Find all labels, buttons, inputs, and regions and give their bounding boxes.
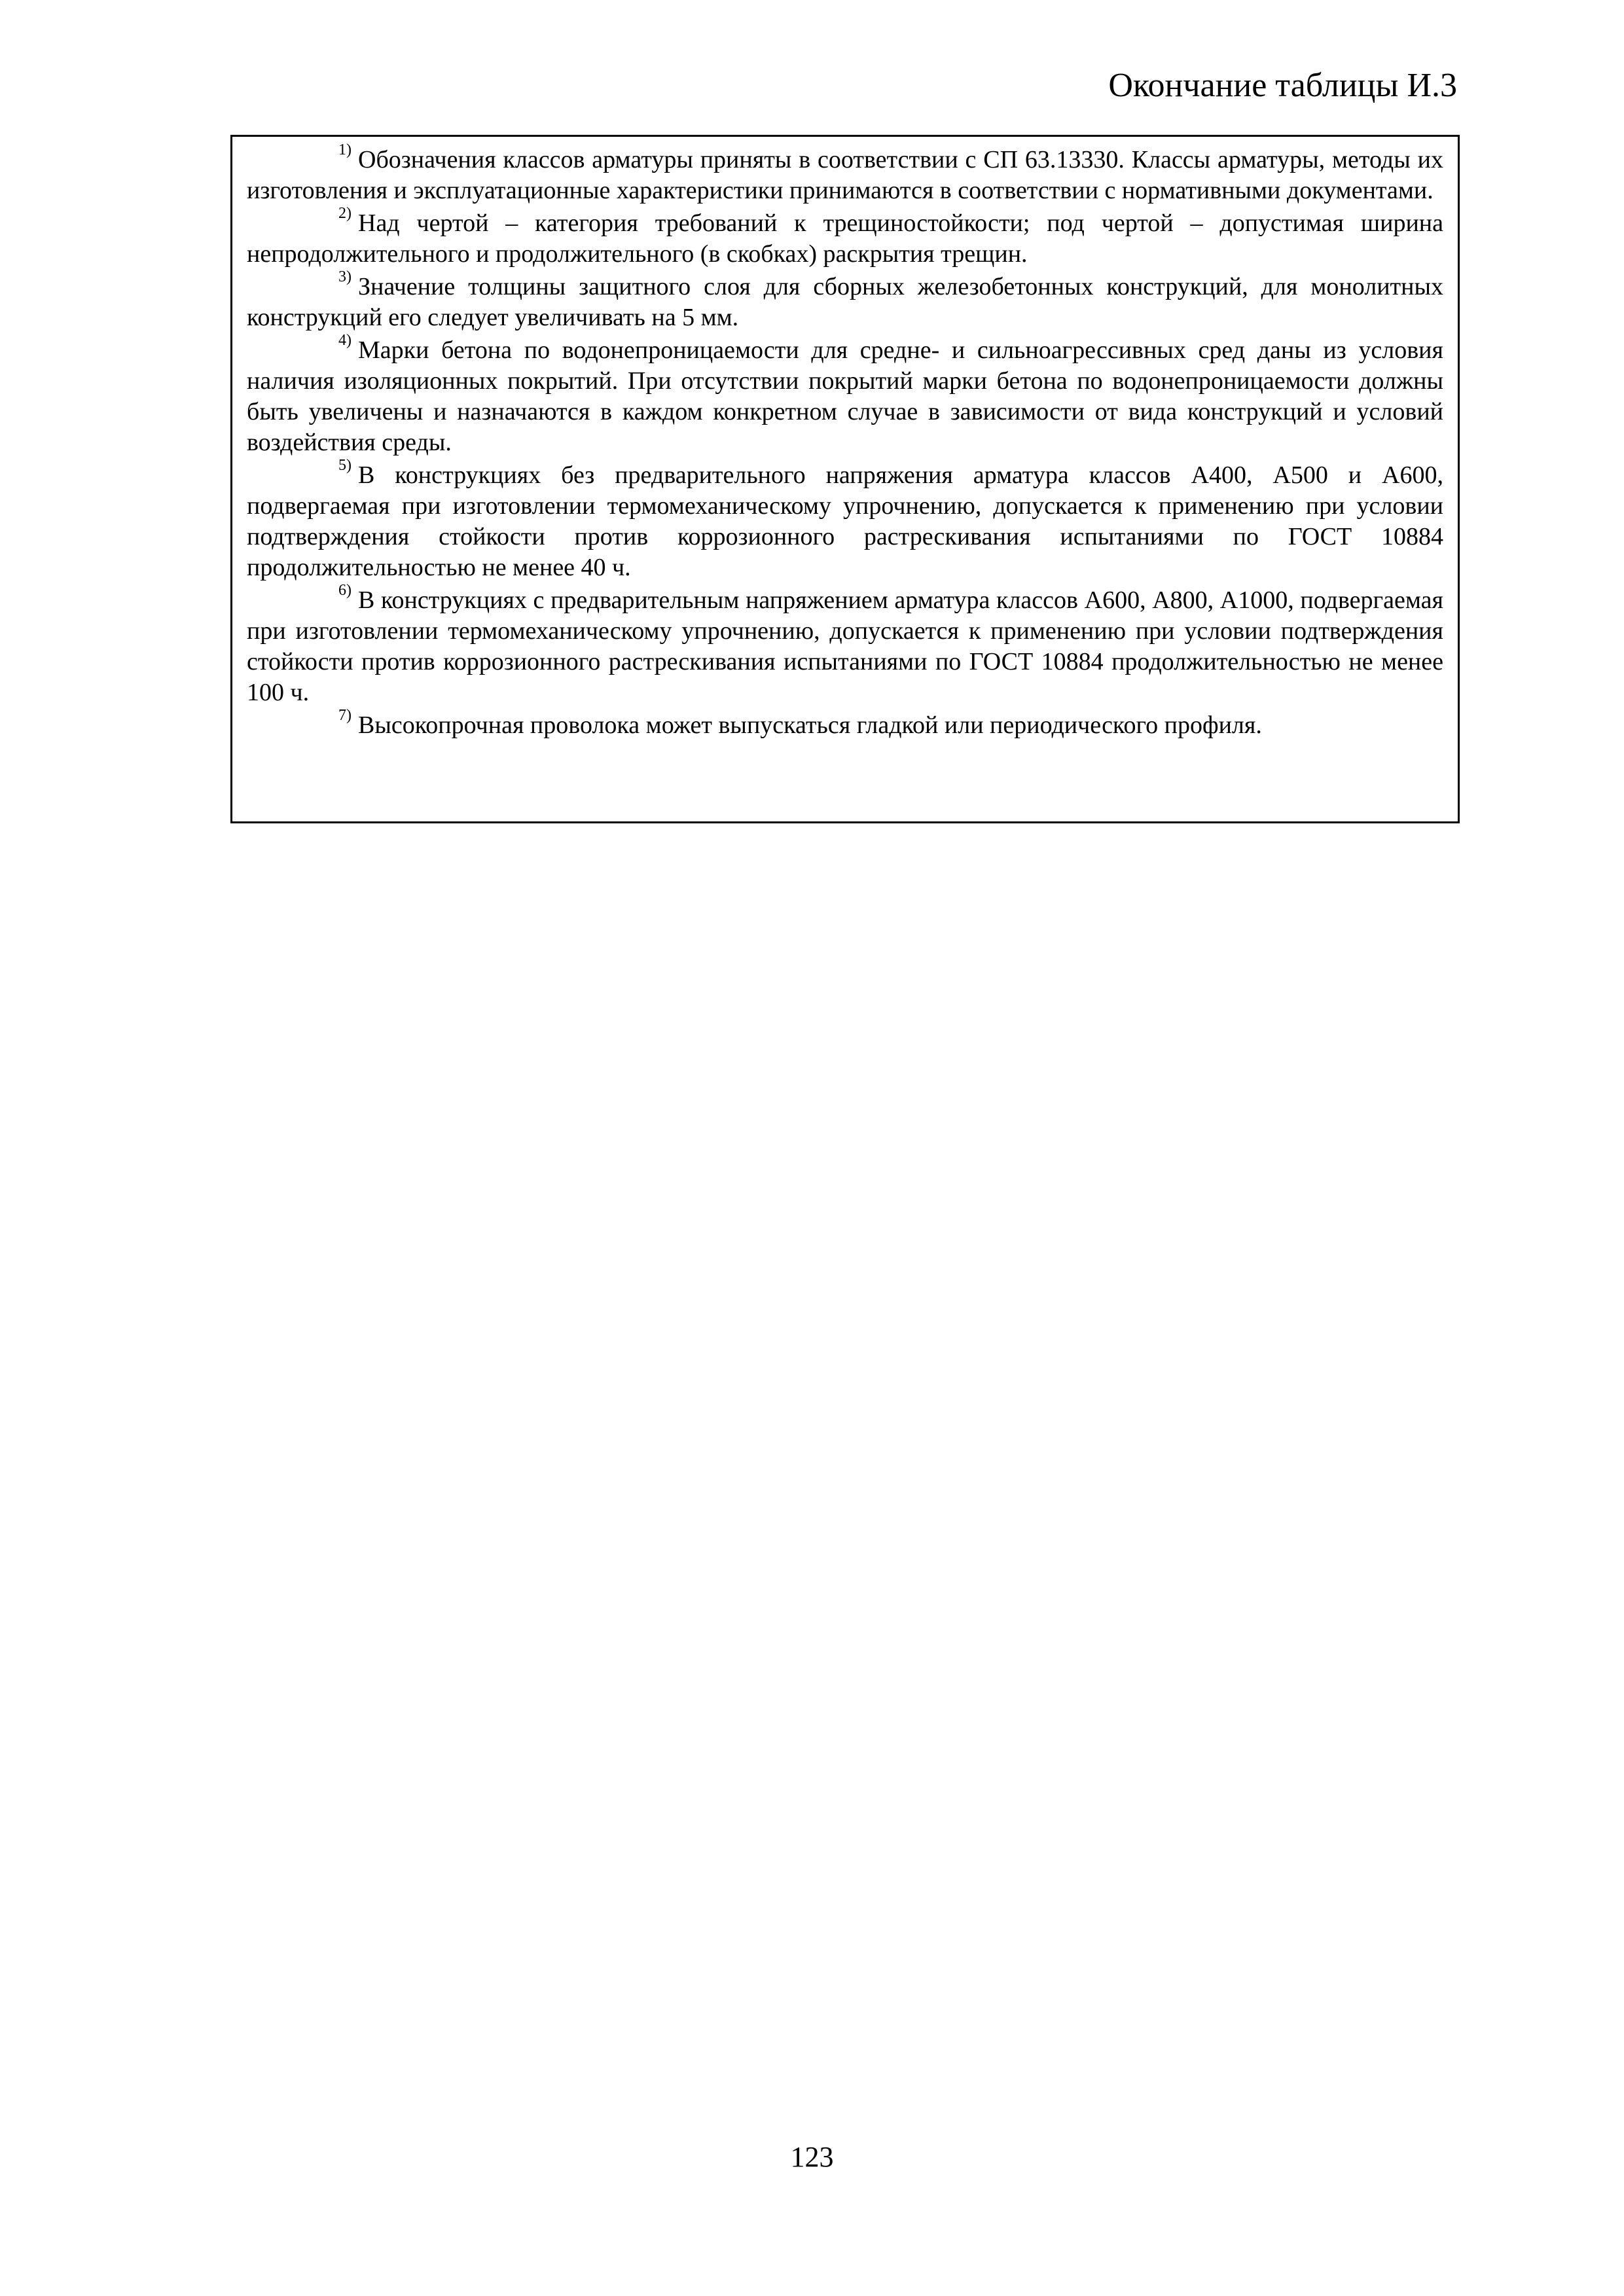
footnote-text: Над чертой – категория требований к трещиностойкости; под чертой – допустимая ширина непродолжительного и продолжительного (в скобках) раскрытия трещин. [247,209,1443,268]
footnote-marker: 4) [338,331,352,349]
footnote-text: Значение толщины защитного слоя для сборных железобетонных конструкций, для монолитных конструкций его следует увеличивать на 5 мм. [247,273,1443,331]
footnote-text: Обозначения классов арматуры приняты в соответствии с СП 63.13330. Классы арматуры, методы их изготовления и эксплуатационные характеристики принимаются в соответствии с нормативными документами. [247,146,1443,204]
page-number: 123 [790,2141,834,2173]
footnote-marker: 7) [338,706,352,724]
footnote-3 [247,268,1443,333]
footnote-2 [247,204,1443,270]
footnote-7 [247,706,1443,741]
table-continuation-caption: Окончание таблицы И.3 [1108,67,1457,104]
table-notes-box [230,135,1460,823]
footnote-marker: 5) [338,456,352,474]
footnote-text: Марки бетона по водонепроницаемости для средне- и сильноагрессивных сред даны из условия наличия изоляционных покрытий. При отсутствии покрытий марки бетона по водонепроницаемости должны быть увеличены и назначаются в каждом конкретном случае в зависимости от вида конструкций и условий воздействия среды. [247,336,1443,456]
footnote-text: В конструкциях с предварительным напряжением арматура классов А600, А800, А1000, подвергаемая при изготовлении термомеханическому упрочнению, допускается к применению при условии подтверждения стойкости против коррозионного растрескивания испытаниями по ГОСТ 10884 продолжительностью не менее 100 ч. [247,586,1443,706]
footnote-marker: 1) [338,141,352,158]
footnote-marker: 6) [338,581,352,599]
footnote-4 [247,331,1443,458]
footnote-text: В конструкциях без предварительного напряжения арматура классов А400, А500 и А600, подвергаемая при изготовлении термомеханическому упрочнению, допускается к применению при условии подтверждения стойкости против коррозионного растрескивания испытаниями по ГОСТ 10884 продолжительностью не менее 40 ч. [247,461,1443,581]
footnote-1 [247,141,1443,206]
footnote-text: Высокопрочная проволока может выпускаться гладкой или периодического профиля. [358,711,1262,739]
footnote-5 [247,456,1443,583]
footnote-6 [247,581,1443,708]
footnote-marker: 2) [338,204,352,222]
footnote-marker: 3) [338,268,352,285]
